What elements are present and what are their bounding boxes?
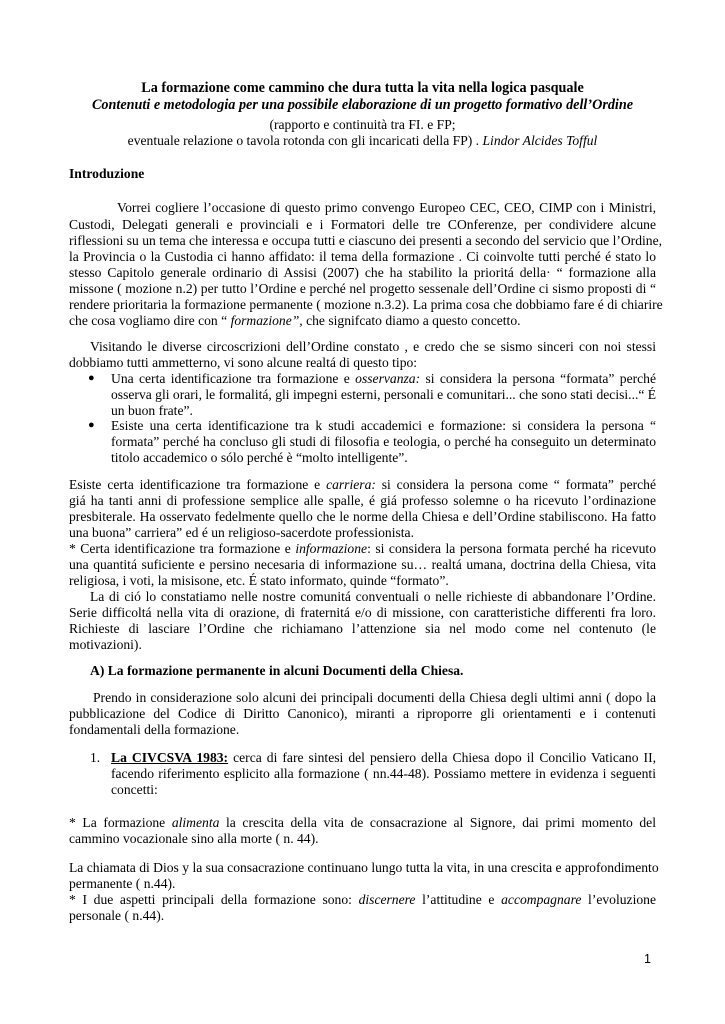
paragraph-line: rendere prioritaria la formazione permanente ( mozione n.3.2). La prima cosa che dobbiamo fare é di chiarire: [69, 297, 663, 312]
paragraph-line: La chiamata di Dios y la sua consacrazione continuano lungo tutta la vita, in una crescita e approfondimento: [69, 860, 659, 875]
list-item: La CIVCSVA 1983: cerca di fare sintesi del pensiero della Chiesa dopo il Concilio Vaticano II,: [111, 750, 656, 765]
section-heading: A) La formazione permanente in alcuni Documenti della Chiesa.: [90, 663, 464, 678]
paragraph-line: Custodi, Delegati generali e provinciali e i Formatori delle tre COnferenze, per condividere alcune: [69, 217, 656, 232]
list-item-line: facendo riferimento esplicito alla formazione ( nn.44-48). Possiamo mettere in evidenza i seguenti: [111, 766, 656, 781]
paragraph-line: una buona” carriera” ed é un religioso-sacerdote professionista.: [69, 525, 414, 540]
header-note-2: eventuale relazione o tavola rotonda con gli incaricati della FP) . Lindor Alcides Tofful: [127, 133, 598, 148]
document-subtitle: Contenuti e metodologia per una possibile elaborazione di un progetto formativo dell’Ordine: [91, 97, 634, 113]
bullet-icon: ●: [88, 419, 95, 431]
paragraph-line: cammino vocazionale sino alla morte ( n. 44).: [69, 831, 319, 846]
list-number: 1.: [90, 750, 101, 765]
bullet-icon: ●: [88, 372, 95, 384]
list-item: Esiste una certa identificazione tra k studi accademici e formazione: si considera la persona “: [111, 418, 656, 433]
paragraph-line: Richieste di lasciare l’Ordine che richiamano l’attenzione sia nel modo come nel contenuto (le: [69, 621, 656, 636]
intro-heading: Introduzione: [69, 166, 145, 181]
paragraph-line: riflessioni su un tema che interessa e occupa tutti e ciascuno dei presenti a secondo del servicio que l’Ordine,: [69, 233, 663, 248]
document-title: La formazione come cammino che dura tutta la vita nella logica pasquale: [141, 80, 584, 96]
list-item-line: osserva gli orari, le formalitá, gli impegni esterni, personali e comunitari... che sono stati decisi...“ É: [111, 387, 657, 402]
document-reference: La CIVCSVA 1983:: [111, 750, 229, 765]
header-note-1: (rapporto e continuità tra FI. e FP;: [269, 117, 456, 132]
paragraph-line: Esiste certa identificazione tra formazione e carriera: si considera la persona come “ formata” perché: [69, 477, 656, 492]
paragraph-line: Prendo in considerazione solo alcuni dei principali documenti della Chiesa degli ultimi anni ( dopo la: [93, 690, 656, 705]
list-item-line: un buon frate”.: [111, 403, 193, 418]
paragraph-line: giá ha tanti anni di professione semplice alle spalle, é giá professo solemne o ha ricevuto l’ordinazione: [69, 493, 656, 508]
list-item: Una certa identificazione tra formazione e osservanza: si considera la persona “formata” perché: [111, 371, 656, 386]
list-item-line: titolo accademico o sólo perché è “molto intelligente”.: [111, 450, 408, 465]
paragraph-line: personale ( n.44).: [69, 908, 165, 923]
paragraph-line: pubblicazione del Codice di Diritto Canonico), miranti a riproporre gli orientamenti e i contenuti: [69, 706, 656, 721]
page-number: 1: [644, 952, 651, 966]
paragraph-line: dobbiamo tutti ammetterno, vi sono alcune realtá di questo tipo:: [69, 355, 418, 370]
paragraph-line: la Provincia o la Custodia ci hanno affidato: il tema della formazione . Ci coinvolte tutti perché é stato lo: [69, 249, 656, 264]
paragraph-line: permanente ( n.44).: [69, 876, 176, 891]
paragraph-line: Visitando le diverse circoscrizioni dell’Ordine constato , e credo che se sismo sinceri con noi stessi: [90, 339, 656, 354]
paragraph-line: stesso Capitolo generale ordinario di Assisi (2007) che ha stabilito la prioritá della· “ formazione alla: [69, 265, 656, 280]
paragraph-line: * Certa identificazione tra formazione e informazione: si considera la persona formata perché ha ricevuto: [69, 541, 656, 556]
paragraph-line: * I due aspetti principali della formazione sono: discernere l’attitudine e accompagnare l’evoluzione: [69, 892, 656, 907]
list-item-line: concetti:: [111, 782, 158, 797]
list-item-line: formata” perché ha concluso gli studi di filosofia e teologia, o perché ha conseguito un determinato: [111, 434, 656, 449]
paragraph-line: Serie difficoltá nella vita di orazione, di fraternitá e/o di missione, con caratteristiche differenti fra loro.: [69, 605, 656, 620]
paragraph-line: presbiterale. Ha osservato fedelmente quello che le norme della Chiesa e dell’Ordine stabiliscono. Ha fatto: [69, 509, 656, 524]
paragraph-line: * La formazione alimenta la crescita della vita de consacrazione al Signore, dai primi momento del: [69, 815, 656, 830]
paragraph-line: fondamentali della formazione.: [69, 722, 240, 737]
paragraph-line: religiosa, i voti, la misisone, etc. É stato informato, quinde “formato”.: [69, 573, 449, 588]
paragraph-line: La di ció lo constatiamo nelle nostre comunitá conventuali o nelle richieste di abbandonare l’Ordine.: [90, 589, 656, 604]
paragraph-line: motivazioni).: [69, 637, 142, 652]
paragraph-line: missone ( mozione n.2) per tutto l’Ordine e perché nel progetto sessenale dell’Ordine ci sismo proposti di “: [69, 281, 656, 296]
paragraph-line: una quantitá suficiente e persino necesaria di informazione su… realtá umana, doctrina della Chiesa, vita: [69, 557, 656, 572]
author-name: Lindor Alcides Tofful: [482, 133, 598, 148]
paragraph-line: Vorrei cogliere l’occasione di questo primo convengo Europeo CEC, CEO, CIMP con i Ministri,: [117, 200, 656, 215]
paragraph-line: che cosa vogliamo dire con “ formazione”, che signifcato diamo a questo concetto.: [69, 313, 521, 328]
